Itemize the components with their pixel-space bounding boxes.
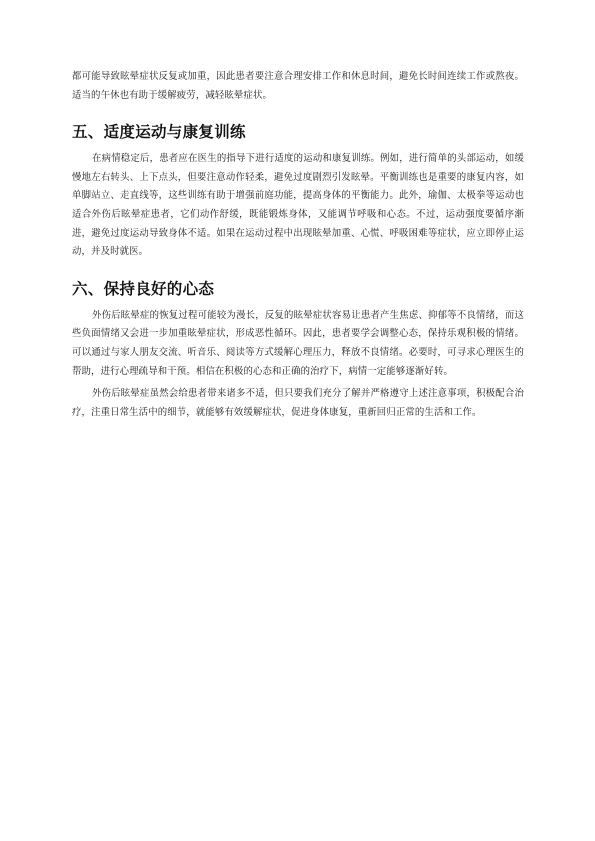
section-six-paragraph-2: 外伤后眩晕症虽然会给患者带来诸多不适，但只要我们充分了解并严格遵守上述注意事项，积极配合治疗，注重日常生活中的细节，就能够有效缓解症状，促进身体康复，重新回归正常的生活和工作。 [72,388,524,418]
document-page [72,68,524,422]
section-five-paragraph: 在病情稳定后，患者应在医生的指导下进行适度的运动和康复训练。例如，进行简单的头部运动，如缓慢地左右转头、上下点头，但要注意动作轻柔，避免过度剧烈引发眩晕。平衡训练也是重要的康复内容，如单脚站立、走直线等，这些训练有助于增强前庭功能，提高身体的平衡能力。此外，瑜伽、太极拳等运动也适合外伤后眩晕症患者，它们动作舒缓，既能锻炼身体，又能调节呼吸和心态。不过，运动强度要循序渐进，避免过度运动导致身体不适。如果在运动过程中出现眩晕加重、心慌、呼吸困难等症状，应立即停止运动，并及时就医。 [72,153,524,258]
intro-paragraph: 都可能导致眩晕症状反复或加重，因此患者要注意合理安排工作和休息时间，避免长时间连续工作或熬夜。适当的午休也有助于缓解疲劳，减轻眩晕症状。 [72,71,524,101]
section-six-heading: 六、保持良好的心态 [72,279,215,298]
section-six-paragraph-1: 外伤后眩晕症的恢复过程可能较为漫长，反复的眩晕症状容易让患者产生焦虑、抑郁等不良情绪，而这些负面情绪又会进一步加重眩晕症状，形成恶性循环。因此，患者要学会调整心态，保持乐观积极的情绪。可以通过与家人朋友交流、听音乐、阅读等方式缓解心理压力，释放不良情绪。必要时，可寻求心理医生的帮助，进行心理疏导和干预。相信在积极的心态和正确的治疗下，病情一定能够逐渐好转。 [72,309,524,377]
section-five-heading: 五、适度运动与康复训练 [72,123,246,142]
